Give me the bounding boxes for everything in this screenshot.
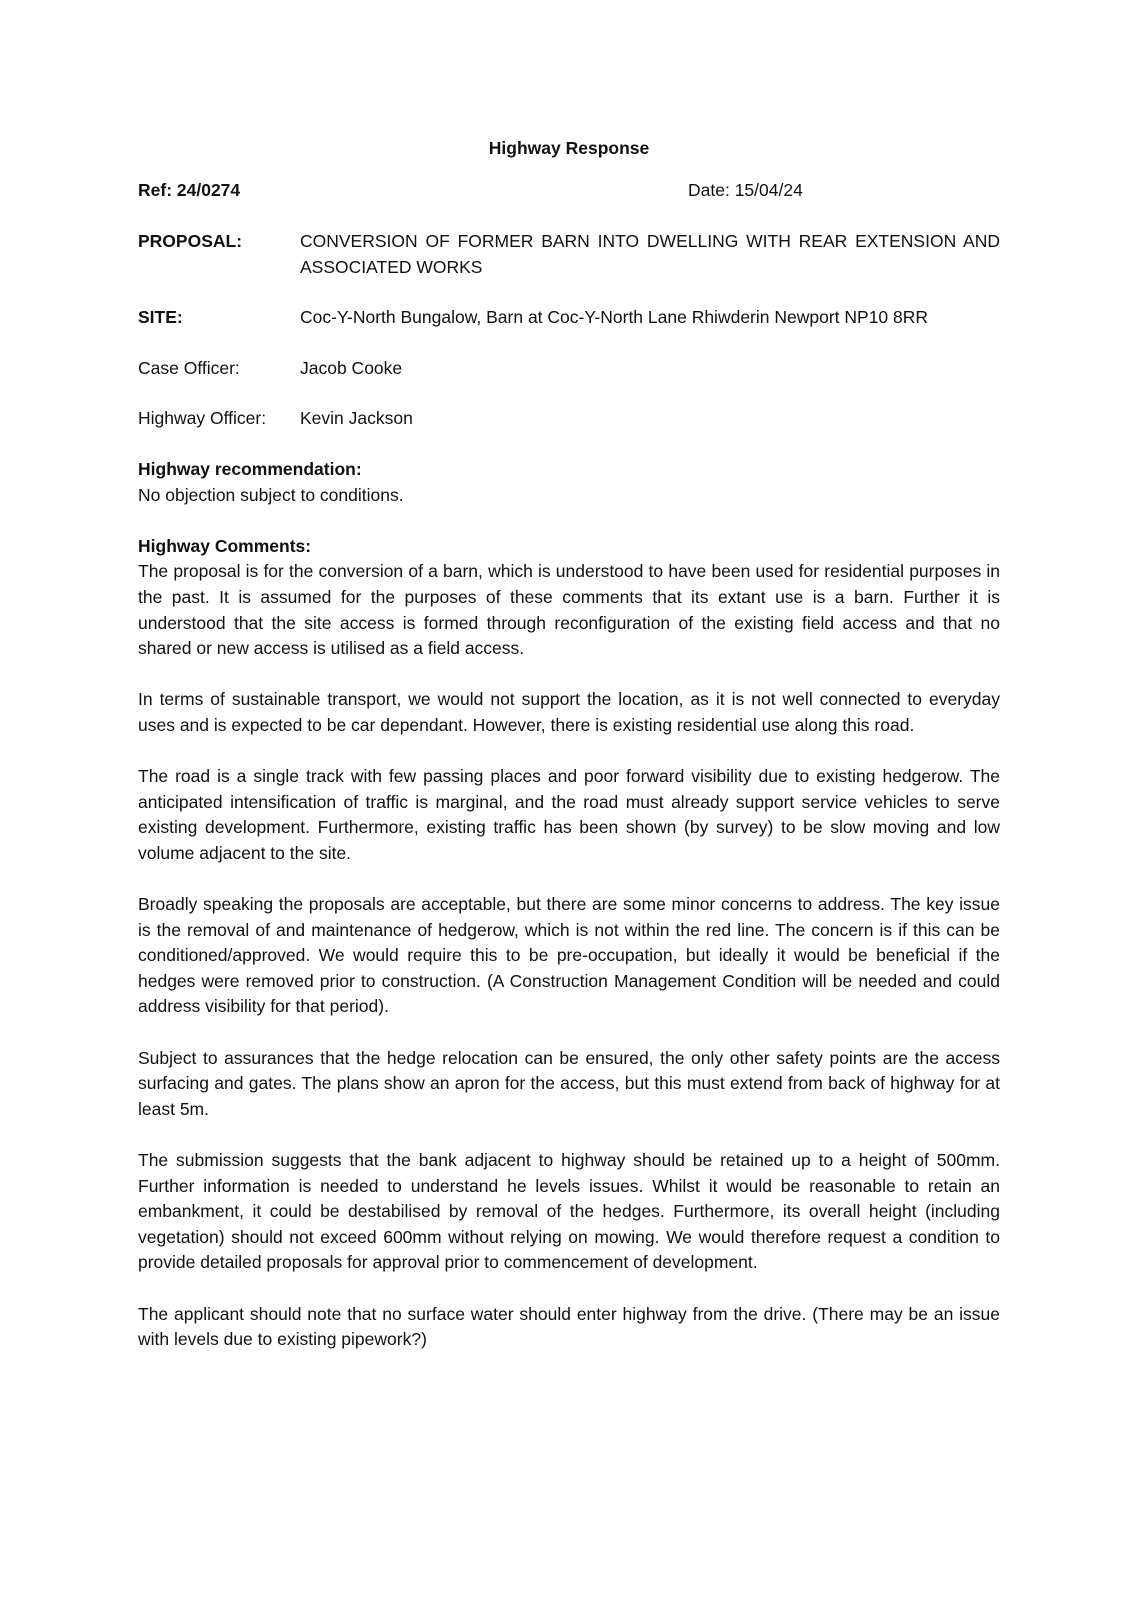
proposal-value: CONVERSION OF FORMER BARN INTO DWELLING WITH REAR EXTENSION AND ASSOCIATED WORKS (300, 231, 1000, 277)
comment-paragraph: The submission suggests that the bank adjacent to highway should be retained up to a height of 500mm. Further information is needed to understand he levels issues. Whilst it would be reasonable to retain an embankment, it could be destabilised by removal of the hedges. Furthermore, its overall height (including vegetation) should not exceed 600mm without relying on mowing. We would therefore request a condition to provide detailed proposals for approval prior to commencement of development. (138, 1150, 1000, 1273)
comment-paragraph: The proposal is for the conversion of a barn, which is understood to have been used for residential purposes in the past. It is assumed for the purposes of these comments that its extant use is a barn. Further it is understood that the site access is formed through reconfiguration of the existing field access and that no shared or new access is utilised as a field access. (138, 561, 1000, 659)
highway-officer-row (138, 406, 1000, 432)
ref-date-row (138, 178, 1000, 204)
document-title: Highway Response (488, 138, 650, 158)
site-label: SITE: (138, 307, 183, 328)
comment-paragraph: Subject to assurances that the hedge relocation can be ensured, the only other safety points are the access surfacing and gates. The plans show an apron for the access, but this must extend from back of highway for at least 5m. (138, 1047, 1000, 1119)
comment-paragraph: In terms of sustainable transport, we would not support the location, as it is not well connected to everyday uses and is expected to be car dependant. However, there is existing residential use along this road. (138, 689, 1000, 735)
comments-section (138, 534, 1000, 1353)
proposal-label: PROPOSAL: (138, 231, 243, 251)
comments-heading: Highway Comments: (138, 535, 312, 556)
document-date: Date: 15/04/24 (688, 180, 803, 200)
comment-paragraph: Broadly speaking the proposals are acceptable, but there are some minor concerns to address. The key issue is the removal of and maintenance of hedgerow, which is not within the red line. The concern is if this can be conditioned/approved. We would require this to be pre-occupation, but ideally it would be beneficial if the hedges were removed prior to construction. (A Construction Management Condition will be needed and could address visibility for that period). (138, 894, 1000, 1017)
recommendation-text: No objection subject to conditions. (138, 484, 404, 505)
site-value: Coc-Y-North Bungalow, Barn at Coc-Y-North Lane Rhiwderin Newport NP10 8RR (300, 307, 929, 328)
document-page (138, 136, 1000, 1378)
site-row (138, 305, 1000, 331)
highway-officer-label: Highway Officer: (138, 408, 267, 429)
case-officer-value: Jacob Cooke (300, 357, 403, 378)
proposal-row (138, 229, 1000, 280)
highway-officer-value: Kevin Jackson (300, 408, 413, 429)
recommendation-heading: Highway recommendation: (138, 458, 362, 479)
comment-paragraph: The road is a single track with few passing places and poor forward visibility due to existing hedgerow. The anticipated intensification of traffic is marginal, and the road must already support service vehicles to serve existing development. Furthermore, existing traffic has been shown (by survey) to be slow moving and low volume adjacent to the site. (138, 766, 1000, 863)
case-officer-label: Case Officer: (138, 357, 240, 378)
reference-number: Ref: 24/0274 (138, 180, 241, 200)
case-officer-row (138, 356, 1000, 382)
recommendation-section (138, 457, 1000, 508)
comment-paragraph: The applicant should note that no surface water should enter highway from the drive. (There may be an issue with levels due to existing pipework?) (138, 1303, 1000, 1350)
